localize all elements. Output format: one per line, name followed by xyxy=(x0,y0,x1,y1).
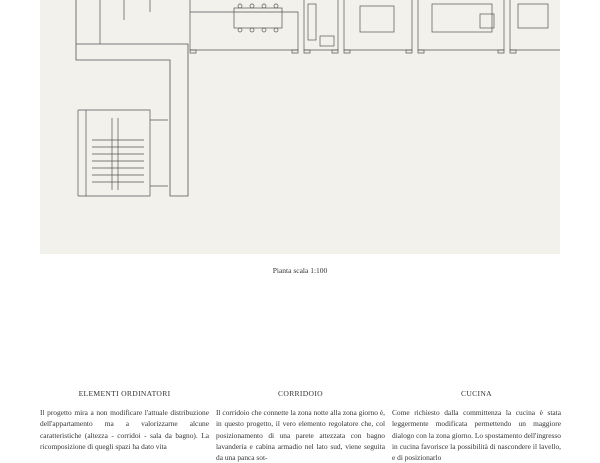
column-corridoio xyxy=(216,388,385,463)
floor-plan xyxy=(40,0,560,254)
column-body: Il progetto mira a non modificare l'attuale distribuzione dell'appartamento ma a valorizzarne alcune caratteristiche (altezza - corridoi - sala da bagno). La ricomposizione di quegli spazi ha dato vita xyxy=(40,408,209,451)
floor-plan-drawing xyxy=(40,0,560,254)
column-elementi-ordinatori xyxy=(40,388,209,452)
column-cucina xyxy=(392,388,561,463)
column-heading: CUCINA xyxy=(461,389,492,398)
column-heading: ELEMENTI ORDINATORI xyxy=(78,389,171,398)
plan-caption: Pianta scala 1:100 xyxy=(272,266,328,275)
column-body: Come richiesto dalla committenza la cucina è stata leggermente modificata permettendo un maggiore dialogo con la zona giorno. Lo spostamento dell'ingresso in cucina favorisce la possibilità di nascondere il lavello, e di posizionarlo xyxy=(392,408,561,463)
column-body: Il corridoio che connette la zona notte alla zona giorno è, in questo progetto, il vero elemento regolatore che, col posizionamento di una parete attezzata con bagno lavanderia e cabina armadio nel lato sud, viene seguita da una panca sot- xyxy=(216,408,385,463)
column-heading: CORRIDOIO xyxy=(278,389,323,398)
